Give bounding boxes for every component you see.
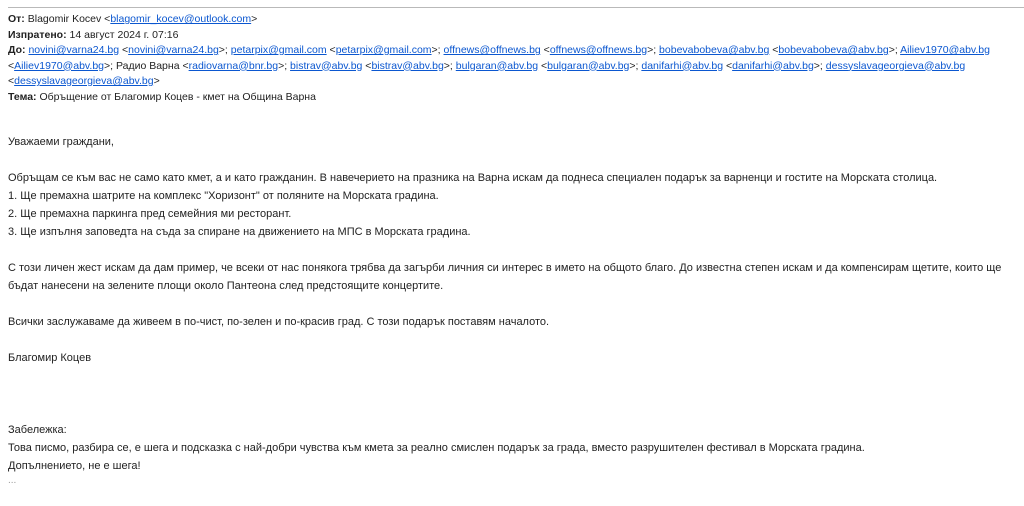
- paragraph-2: С този личен жест искам да дам пример, че всеки от нас понякога трябва да загърби личния си интерес в името на общото благо. До известна степен искам и да компенсирам щетите, които ще бъдат нанесени на зелените площи около Пантеона след предстоящите концертите.: [8, 262, 1002, 292]
- recipient-list: novini@varna24.bg <novini@varna24.bg>; petarpix@gmail.com <petarpix@gmail.com>; offnews@offnews.bg <offnews@offnews.bg>; bobevabobeva@abv.bg <bobevabobeva@abv.bg>; Ailiev1970@abv.bg <Ailiev1970@abv.bg>; Радио Варна <radiovarna@bnr.bg>; bistrav@abv.bg <bistrav@abv.bg>; bulgaran@abv.bg <bulgaran@abv.bg>; danifarhi@abv.bg <danifarhi@abv.bg>; dessyslavageorgieva@abv.bg <dessyslavageorgieva@abv.bg>: [8, 44, 990, 87]
- list-item: 2. Ще премахна паркинга пред семейния ми ресторант.: [8, 208, 292, 220]
- from-label: От:: [8, 13, 25, 25]
- recipient-email-link[interactable]: offnews@offnews.bg: [549, 44, 648, 56]
- from-name: Blagomir Kocev: [27, 13, 102, 25]
- recipient-name-link[interactable]: Ailiev1970@abv.bg: [900, 44, 990, 56]
- to-row: [8, 43, 1008, 90]
- recipient-email-link[interactable]: danifarhi@abv.bg: [732, 59, 814, 72]
- recipient-email-link[interactable]: dessyslavageorgieva@abv.bg: [14, 75, 154, 87]
- intro-paragraph: Обръщам се към вас не само като кмет, а и като гражданин. В навечерието на празника на Варна искам да поднеса специален подарък за варненци и гостите на Морската столица.: [8, 172, 938, 184]
- recipient-email-link[interactable]: radiovarna@bnr.bg: [188, 59, 279, 72]
- recipient-email-link[interactable]: bobevabobeva@abv.bg: [778, 44, 889, 56]
- email-header: [8, 12, 1008, 105]
- recipient-name-link[interactable]: bulgaran@abv.bg: [455, 59, 539, 72]
- recipient-name-link[interactable]: bobevabobeva@abv.bg: [659, 44, 770, 56]
- recipient-email-link[interactable]: Ailiev1970@abv.bg: [14, 59, 104, 72]
- list-item: 1. Ще премахна шатрите на комплекс "Хоризонт" от поляните на Морската градина.: [8, 190, 439, 202]
- recipient-name-link[interactable]: novini@varna24.bg: [28, 44, 120, 56]
- recipient-name-link[interactable]: dessyslavageorgieva@abv.bg: [825, 59, 966, 72]
- header-top-divider: [8, 7, 1024, 8]
- note-label: Забележка:: [8, 424, 67, 436]
- recipient-name-link[interactable]: danifarhi@abv.bg: [641, 59, 724, 72]
- recipient-email-link[interactable]: novini@varna24.bg: [128, 44, 219, 56]
- from-row: От: Blagomir Kocev <blagomir_kocev@outlook.com>: [8, 13, 258, 25]
- subject-label: Тема:: [8, 90, 37, 103]
- paragraph-3: Всички заслужаваме да живеем в по-чист, по-зелен и по-красив град. С този подарък поставям началото.: [8, 316, 550, 328]
- note-text: Това писмо, разбира се, е шега и подсказка с най-добри чувства към кмета за реално смислен подарък за града, вместо разрушителен фестивал в Морската градина.: [8, 442, 865, 454]
- sent-date: 14 август 2024 г. 07:16: [69, 28, 179, 41]
- recipient-email-link[interactable]: bistrav@abv.bg: [371, 59, 444, 72]
- from-email-link[interactable]: blagomir_kocev@outlook.com: [110, 13, 252, 25]
- subject-row: [8, 90, 1008, 106]
- recipient-email-link[interactable]: bulgaran@abv.bg: [547, 59, 630, 72]
- recipient-name-link[interactable]: offnews@offnews.bg: [443, 44, 541, 56]
- email-body: [8, 133, 1018, 487]
- recipient-name: Радио Варна: [115, 59, 180, 72]
- signature: Благомир Коцев: [8, 352, 92, 364]
- list-item: 3. Ще изпълня заповедта на съда за спиране на движението на МПС в Морската градина.: [8, 226, 471, 238]
- greeting: Уважаеми граждани,: [8, 136, 114, 148]
- note-addition: Допълнението, не е шега!: [8, 460, 141, 472]
- recipient-email-link[interactable]: petarpix@gmail.com: [335, 44, 432, 56]
- recipient-name-link[interactable]: petarpix@gmail.com: [230, 44, 327, 56]
- sent-label: Изпратено:: [8, 28, 67, 41]
- sent-row: [8, 28, 1008, 44]
- subject-text: Обръщение от Благомир Коцев - кмет на Община Варна: [39, 90, 316, 103]
- trailing-ellipsis: ...: [8, 475, 17, 486]
- recipient-name-link[interactable]: bistrav@abv.bg: [290, 59, 363, 72]
- to-label: До:: [8, 44, 26, 56]
